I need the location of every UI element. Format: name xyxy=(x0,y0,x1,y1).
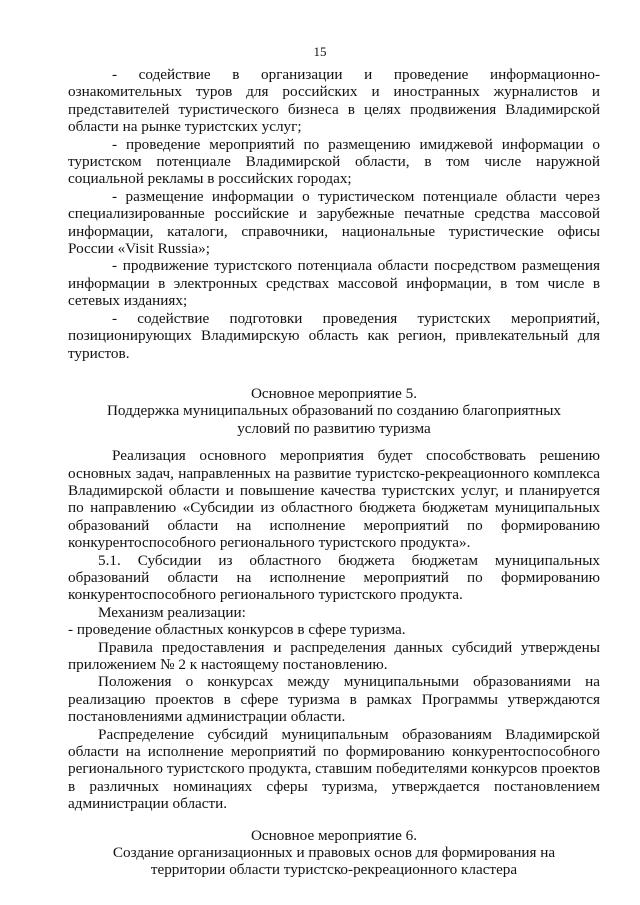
bullet-item-1: - содействие в организации и проведение информационно-ознакомительных туров для российских и иностранных журналистов и представителей туристического бизнеса в целях продвижения Владимирской области на рынке туристских услуг; xyxy=(68,66,600,136)
section5-paragraph-6: Положения о конкурсах между муниципальными образованиями на реализацию проектов в сфере туризма в рамках Программы утверждаются постановлениями администрации области. xyxy=(68,673,600,726)
bullet-item-4: - продвижение туристского потенциала области посредством размещения информации в электронных средствах массовой информации, в том числе в сетевых изданиях; xyxy=(68,257,600,310)
bullet-item-2: - проведение мероприятий по размещению имиджевой информации о туристском потенциале Владимирской области, в том числе наружной социальной рекламы в российских городах; xyxy=(68,135,600,188)
section5-paragraph-7: Распределение субсидий муниципальным образованиям Владимирской области на исполнение мероприятий по формированию конкурентоспособного регионального туристского продукта, ставшим победителями конкурсов проектов в различных номинациях сферы туризма, утверждается постановлением администрации области. xyxy=(68,725,600,813)
section5-paragraph-4: - проведение областных конкурсов в сфере туризма. xyxy=(68,621,406,639)
section5-heading-line1: Основное мероприятие 5. xyxy=(250,384,418,402)
page-content xyxy=(68,66,600,879)
section5-heading-line3: условий по развитию туризма xyxy=(237,419,431,437)
section6-heading-line2: Создание организационных и правовых основ для формирования на xyxy=(112,844,556,862)
section5-paragraph-1: Реализация основного мероприятия будет способствовать решению основных задач, направленных на развитие туристско-рекреационного комплекса Владимирской области и повышение качества туристских услуг, и планируется по направлению «Субсидии из областного бюджета бюджетам муниципальных образований области на исполнение мероприятий по формированию конкурентоспособного регионального туристского продукта». xyxy=(68,447,600,552)
bullet-item-3: - размещение информации о туристическом потенциале области через специализированные российские и зарубежные печатные средства массовой информации, каталоги, справочники, национальные туристические офисы России «Visit Russia»; xyxy=(68,187,600,258)
section6-heading-line3: территории области туристско-рекреационного кластера xyxy=(150,861,518,879)
section5-paragraph-3: Механизм реализации: xyxy=(98,603,246,621)
section6-heading-line1: Основное мероприятие 6. xyxy=(250,826,418,844)
page-number: 15 xyxy=(313,44,327,59)
bullet-item-5: - содействие подготовки проведения туристских мероприятий, позиционирующих Владимирскую область как регион, привлекательный для туристов. xyxy=(68,309,600,362)
section5-heading-line2: Поддержка муниципальных образований по созданию благоприятных xyxy=(106,402,562,420)
section5-paragraph-2: 5.1. Субсидии из областного бюджета бюджетам муниципальных образований области на исполнение мероприятий по формированию конкурентоспособного регионального туристского продукта. xyxy=(68,551,600,604)
section5-paragraph-5: Правила предоставления и распределения данных субсидий утверждены приложением № 2 к настоящему постановлению. xyxy=(68,638,600,673)
